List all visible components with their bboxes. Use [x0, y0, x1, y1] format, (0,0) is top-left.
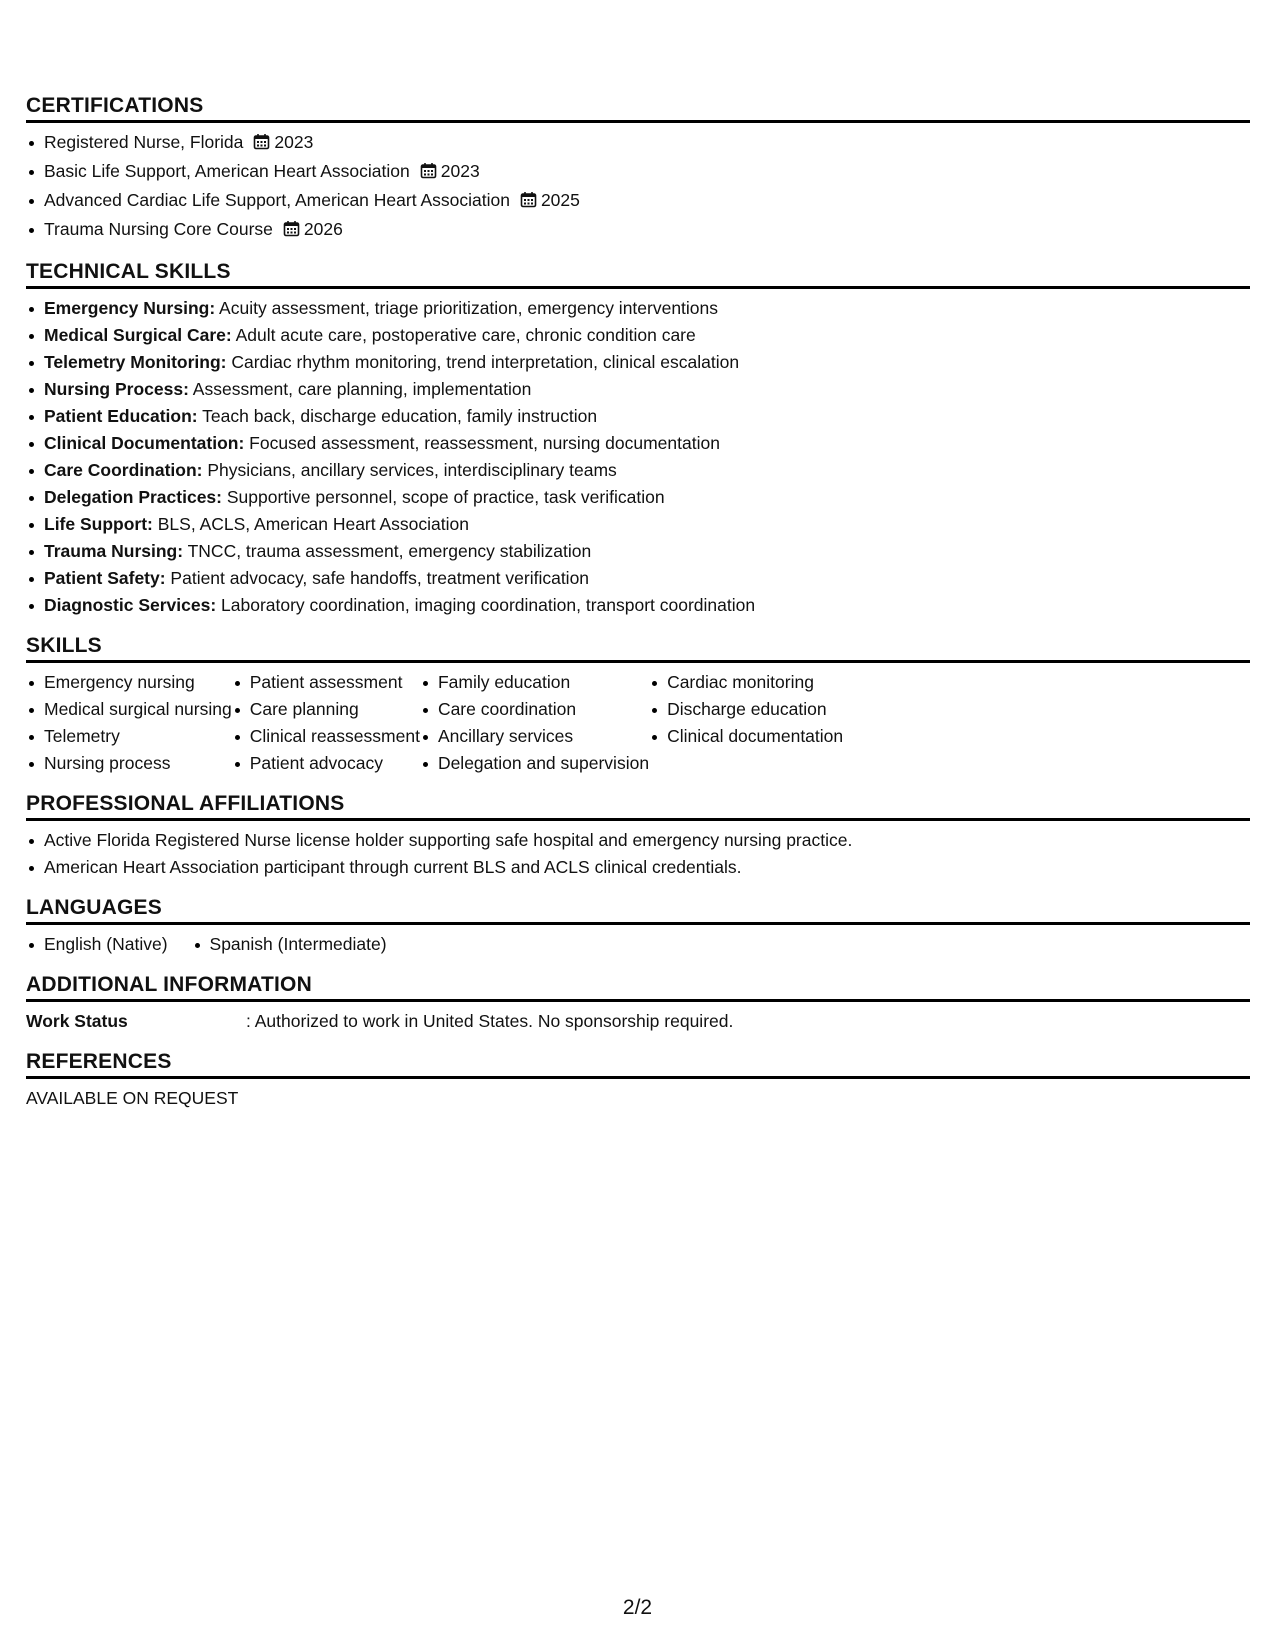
technical-skill-item [26, 403, 1250, 430]
technical-skill-item [26, 565, 1250, 592]
skill-item: Ancillary services [420, 723, 649, 750]
certification-name: Registered Nurse, Florida [44, 132, 244, 152]
skill-item: Care coordination [420, 696, 649, 723]
calendar-icon [253, 131, 270, 158]
technical-skill-value: Supportive personnel, scope of practice, task verification [221, 487, 665, 507]
skill-item: Nursing process [26, 750, 232, 777]
technical-skill-key: Nursing Process: [44, 379, 189, 399]
skills-column [420, 669, 649, 777]
certification-item [26, 129, 1250, 158]
certification-year: 2026 [303, 219, 343, 239]
certification-year: 2023 [440, 161, 480, 181]
technical-skill-key: Life Support: [44, 514, 153, 534]
technical-skill-item [26, 430, 1250, 457]
certification-name: Advanced Cardiac Life Support, American Heart Association [44, 190, 510, 210]
calendar-icon [420, 160, 437, 187]
technical-skill-key: Diagnostic Services: [44, 595, 217, 615]
languages-list [26, 931, 1250, 958]
certification-year: 2025 [540, 190, 580, 210]
page-number: 2/2 [622, 1596, 653, 1619]
technical-skill-item [26, 592, 1250, 619]
technical-skill-value: Adult acute care, postoperative care, chronic condition care [231, 325, 696, 345]
technical-skill-key: Patient Education: [44, 406, 198, 426]
technical-skill-value: Teach back, discharge education, family instruction [197, 406, 598, 426]
technical-skill-key: Emergency Nursing: [44, 298, 216, 318]
certification-year: 2023 [274, 132, 314, 152]
technical-skill-key: Care Coordination: [44, 460, 203, 480]
skill-item: Cardiac monitoring [649, 669, 843, 696]
technical-skill-key: Telemetry Monitoring: [44, 352, 227, 372]
skill-item: Family education [420, 669, 649, 696]
references-section [26, 1049, 1250, 1112]
technical-skill-key: Trauma Nursing: [44, 541, 184, 561]
technical-skill-value: Focused assessment, reassessment, nursing documentation [244, 433, 720, 453]
certification-item [26, 216, 1250, 245]
technical-skill-item [26, 511, 1250, 538]
additional-information-section [26, 972, 1250, 1035]
certification-item [26, 158, 1250, 187]
technical-skills-section [26, 259, 1250, 619]
skills-grid [26, 669, 1250, 777]
skill-item: Clinical reassessment [232, 723, 420, 750]
technical-skills-list [26, 295, 1250, 619]
affiliation-item: American Heart Association participant through current BLS and ACLS clinical credentials. [26, 854, 1250, 881]
technical-skill-value: Physicians, ancillary services, interdisciplinary teams [202, 460, 617, 480]
calendar-icon [520, 189, 537, 216]
section-title: TECHNICAL SKILLS [26, 259, 1250, 289]
technical-skill-value: Patient advocacy, safe handoffs, treatment verification [165, 568, 590, 588]
language-item: Spanish (Intermediate) [192, 931, 387, 958]
calendar-icon [283, 218, 300, 245]
section-title: LANGUAGES [26, 895, 1250, 925]
resume-page [26, 93, 1250, 1126]
technical-skill-item [26, 538, 1250, 565]
technical-skill-value: Assessment, care planning, implementation [188, 379, 532, 399]
skills-column [232, 669, 420, 777]
work-status-value: : Authorized to work in United States. No sponsorship required. [246, 1011, 734, 1031]
certification-item [26, 187, 1250, 216]
skills-column [26, 669, 232, 777]
certifications-list [26, 129, 1250, 245]
work-status-row [26, 1008, 1250, 1035]
technical-skill-key: Clinical Documentation: [44, 433, 245, 453]
technical-skill-key: Patient Safety: [44, 568, 166, 588]
technical-skill-item [26, 322, 1250, 349]
skill-item: Care planning [232, 696, 420, 723]
section-title: PROFESSIONAL AFFILIATIONS [26, 791, 1250, 821]
skill-item: Discharge education [649, 696, 843, 723]
work-status-label: Work Status [26, 1011, 128, 1031]
language-item: English (Native) [26, 931, 168, 958]
technical-skill-value: Laboratory coordination, imaging coordination, transport coordination [216, 595, 756, 615]
technical-skill-item [26, 376, 1250, 403]
affiliations-section [26, 791, 1250, 881]
technical-skill-item [26, 295, 1250, 322]
technical-skill-value: Cardiac rhythm monitoring, trend interpretation, clinical escalation [226, 352, 740, 372]
skill-item: Patient assessment [232, 669, 420, 696]
section-title: CERTIFICATIONS [26, 93, 1250, 123]
technical-skill-key: Delegation Practices: [44, 487, 222, 507]
skill-item: Patient advocacy [232, 750, 420, 777]
languages-section [26, 895, 1250, 958]
skill-item: Delegation and supervision [420, 750, 649, 777]
technical-skill-key: Medical Surgical Care: [44, 325, 232, 345]
skills-column [649, 669, 843, 777]
certification-name: Basic Life Support, American Heart Association [44, 161, 410, 181]
skills-section [26, 633, 1250, 777]
technical-skill-value: Acuity assessment, triage prioritization, emergency interventions [215, 298, 719, 318]
technical-skill-item [26, 457, 1250, 484]
affiliation-item: Active Florida Registered Nurse license holder supporting safe hospital and emergency nursing practice. [26, 827, 1250, 854]
references-text: AVAILABLE ON REQUEST [26, 1088, 239, 1108]
skill-item: Emergency nursing [26, 669, 232, 696]
section-title: SKILLS [26, 633, 1250, 663]
technical-skill-item [26, 349, 1250, 376]
certification-name: Trauma Nursing Core Course [44, 219, 273, 239]
certifications-section [26, 93, 1250, 245]
skill-item: Telemetry [26, 723, 232, 750]
technical-skill-item [26, 484, 1250, 511]
technical-skill-value: BLS, ACLS, American Heart Association [152, 514, 470, 534]
affiliations-list [26, 827, 1250, 881]
technical-skill-value: TNCC, trauma assessment, emergency stabilization [183, 541, 592, 561]
section-title: REFERENCES [26, 1049, 1250, 1079]
section-title: ADDITIONAL INFORMATION [26, 972, 1250, 1002]
skill-item: Medical surgical nursing [26, 696, 232, 723]
skill-item: Clinical documentation [649, 723, 843, 750]
